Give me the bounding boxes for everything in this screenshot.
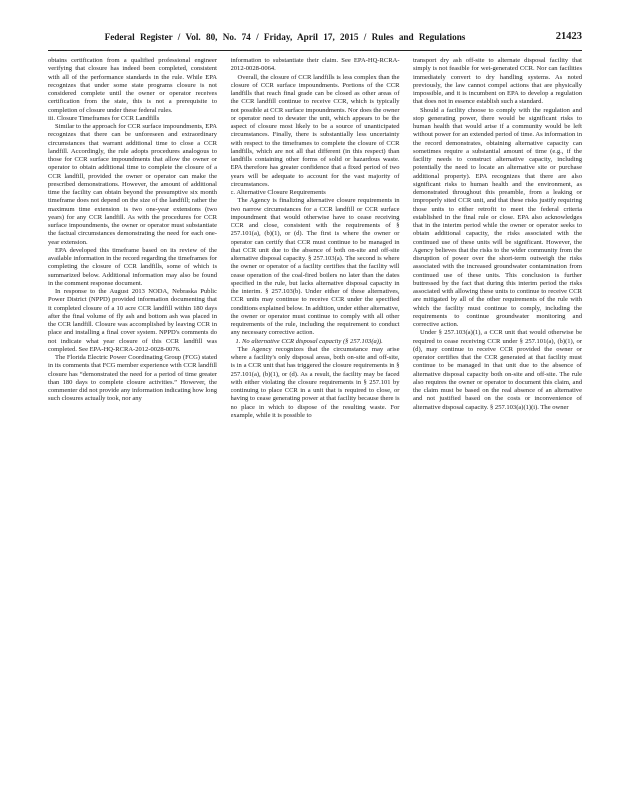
paragraph: In response to the August 2013 NODA, Nebraska Public Power District (NPPD) provided information documenting that it completed closure of a 10 acre CCR landfill within 180 days after the final volume of fly ash and bottom ash was placed in the CCR landfill. Closure was accomplished by leaving CCR in place and installing a final cover system. NPPD's comments do not indicate what year closure of this CCR landfill was completed. See EPA-HQ-RCRA-2012-0028-0076.	[48, 288, 217, 353]
paragraph: EPA developed this timeframe based on its review of the available information in the record regarding the timeframes for completing the closure of CCR landfills, some of which is summarized below. Additional information may also be found in the comment response document.	[48, 246, 217, 287]
column-1	[48, 57, 217, 769]
text-columns	[48, 57, 582, 769]
page-header	[48, 28, 582, 51]
paragraph: The Agency recognizes that the circumstance may arise where a facility's only disposal areas, both on-site and off-site, is in a CCR unit that has triggered the closure requirements in § 257.101(a), (b)(1), or (d). As a result, the facility may be faced with either violating the closure requirements in § 257.101 by continuing to place CCR in a unit that is required to close, or having to cease generating power at that facility because there is no place in which to dispose of the resulting waste. For example, while it is possible to	[230, 345, 400, 419]
paragraph: Under § 257.103(a)(1), a CCR unit that would otherwise be required to cease receiving CCR under § 257.101(a), (b)(1), or (d), may continue to receive CCR provided the owner or operator certifies that the CCR generated at that facility must continue to be managed in that unit due to the absence of alternative disposal capacity both on-site and off-site. The rule also requires the owner or operator to document this claim, and the claim must be based on the real absence of an alternative and not justified based on the costs or inconvenience of alternative disposal capacity. § 257.103(a)(1)(i). The owner	[413, 329, 582, 411]
running-head: Federal Register / Vol. 80, No. 74 / Friday, April 17, 2015 / Rules and Regulations	[104, 32, 466, 42]
paragraph: The Agency is finalizing alternative closure requirements in two narrow circumstances for a CCR landfill or CCR surface impoundment that would otherwise have to cease receiving CCR and close, consistent with the requirements of § 257.101(a), (b)(1), or (d). The first is where the owner or operator can certify that CCR must continue to be managed in that CCR unit due to the absence of both on-site and off-site alternative disposal capacity. § 257.103(a). The second is where the owner or operator of a facility certifies that the facility will cease operation of the coal-fired boilers no later than the dates specified in the rule, but lacks alternative disposal capacity in the interim. § 257.103(b). Under either of these alternatives, CCR units may continue to receive CCR under the specified conditions explained below. In addition, under either alternative, the owner or operator must continue to comply with all other requirements of the rule, including the requirement to conduct any necessary corrective action.	[230, 197, 400, 337]
subsection-heading: 1. No alternative CCR disposal capacity (§ 257.103(a)).	[235, 337, 383, 345]
column-3	[413, 57, 582, 769]
paragraph: Should a facility choose to comply with the regulation and stop generating power, there would be significant risks to human health that would arise if a community would be left without power for an extended period of time. As information in the record demonstrates, obtaining alternative capacity can sometimes require a substantial amount of time (e.g., if the facility needs to construct alternative capacity, including potentially the need to locate an alternative site or purchase additional property). EPA recognizes that there are also significant risks to human health and the environment, as demonstrated throughout this preamble, from a leaking or improperly sited CCR unit, and that these risks justify requiring those units to either retrofit to meet the federal criteria established in the final rule or close. EPA also acknowledges that in the interim period while the owner or operator seeks to obtain additional capacity, the risks associated with the continued use of these units will be significant. However, the Agency believes that the risks to the wider community from the disruption of power over the short-term outweigh the risks associated with the increased groundwater contamination from continued use of these units. This conclusion is further buttressed by the fact that during this interim period the risks associated with allowing these units to continue to receive CCR are mitigated by all of the other requirements of the rule with which the facility must continue to comply, including the requirements to continue groundwater monitoring and corrective action.	[413, 106, 582, 328]
column-2	[231, 57, 400, 769]
paragraph: information to substantiate their claim. See EPA-HQ-RCRA-2012-0028-0064.	[230, 57, 400, 73]
paragraph: Similar to the approach for CCR surface impoundments, EPA recognizes that there can be unforeseen and extraordinary circumstances that warrant additional time to close a CCR landfill. Accordingly, the rule adopts procedures analogous to those for CCR surface impoundments that allow the owner or operator to obtain additional time to complete the closure of a CCR landfill, provided the owner or operator can make the prescribed demonstrations. However, the amount of additional time the facility can obtain beyond the presumptive six month timeframe does not depend on the size of the landfill; rather the maximum time extension is two one-year extensions (two years) for any CCR landfill. As with the procedures for CCR surface impoundments, the owner or operator must substantiate the factual circumstances demonstrating the need for each one-year extension.	[48, 123, 217, 246]
paragraph: Overall, the closure of CCR landfills is less complex than the closure of CCR surface impoundments. Portions of the CCR landfills that reach final grade can be closed as other areas of the CCR landfill continue to receive CCR, which is typically not possible at CCR surface impoundments. Nor does the owner or operator need to dewater the unit, which appears to be the aspect of closure most likely to be a source of unanticipated circumstances. Finally, there is substantially less uncertainty with respect to the timeframes to complete the closure of CCR landfills, which are not all that different (in this respect) than landfills containing other forms of solid or hazardous waste. EPA therefore has greater confidence that a fixed period of two years will be adequate to account for the vast majority of circumstances.	[230, 73, 400, 188]
paragraph: obtains certification from a qualified professional engineer verifying that closure has indeed been completed, consistent with all of the performance standards in the rule. While EPA recognizes that under some state programs closure is not considered complete until the owner or operator receives certification from the state, this is not a prerequisite to completion of closure under these federal rules.	[48, 57, 217, 114]
paragraph: transport dry ash off-site to alternate disposal facility that simply is not feasible for wet-generated CCR. Nor can facilities immediately convert to dry handling systems. As noted previously, the law cannot compel actions that are physically impossible, and it is incumbent on EPA to develop a regulation that does not in essence establish such a standard.	[413, 57, 582, 106]
page-number: 21423	[555, 31, 582, 42]
section-heading: iii. Closure Timeframes for CCR Landfills	[48, 114, 160, 122]
section-heading: c. Alternative Closure Requirements	[230, 189, 326, 196]
paragraph: The Florida Electric Power Coordinating Group (FCG) stated in its comments that FCG member experience with CCR landfill closure has “demonstrated the need for a period of time greater than 180 days to complete closure activities.” However, the commenter did not provide any information indicating how long such closures actually took, nor any	[48, 354, 217, 403]
